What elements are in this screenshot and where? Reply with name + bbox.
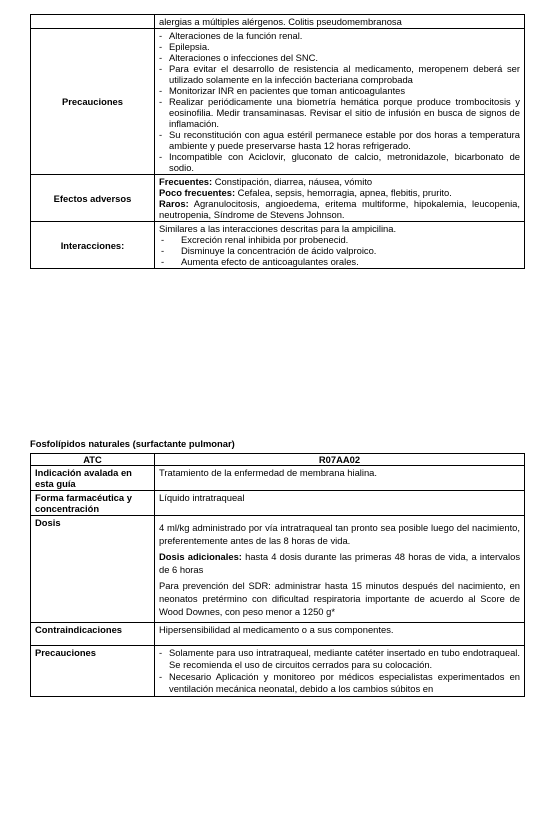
list-item: - Alteraciones de la función renal. [159,30,520,41]
table-row [31,516,525,623]
table-row [31,29,525,175]
table-row [31,15,525,29]
table-row [31,623,525,646]
dosis-content [155,516,525,623]
allergy-continuation-text: alergias a múltiples alérgenos. Colitis pseudomembranosa [155,15,525,29]
precauciones2-label: Precauciones [31,646,155,697]
list-item: - Monitorizar INR en pacientes que toman anticoagulantes [159,85,520,96]
list-item: - Necesario Aplicación y monitoreo por médicos especialistas experimentados en ventilación mecánica neonatal, debido a los cambios súbitos en [159,671,520,695]
table-row [31,175,525,222]
list-item: - Excreción renal inhibida por probenecid. [159,234,520,245]
list-item: - Realizar periódicamente una biometría hemática porque produce trombocitosis y eosinofilia. Medir transaminasas. Revisar el sitio de infusión en busca de signos de inflamación. [159,96,520,129]
header-atc: ATC [31,454,155,466]
precauciones2-list [159,647,520,695]
list-item: - Su reconstitución con agua estéril permanece estable por dos horas a temperatura ambiente y puede preservarse hasta 12 horas refrigerado. [159,129,520,151]
indicacion-label: Indicación avalada en esta guía [31,466,155,491]
drug-table-meropenem [30,14,525,269]
table-row [31,222,525,269]
list-item: - Epilepsia. [159,41,520,52]
section-title: Fosfolípidos naturales (surfactante pulmonar) [30,438,235,449]
dosis-paragraph: 4 ml/kg administrado por vía intratraqueal tan pronto sea posible luego del nacimiento, preferentemente antes de las 8 horas de vida. [159,522,520,546]
table-row [31,646,525,697]
interacciones-intro: Similares a las interacciones descritas para la ampicilina. [159,223,397,234]
list-item: - Alteraciones o infecciones del SNC. [159,52,520,63]
interacciones-content [155,222,525,269]
dosis-adicionales: Dosis adicionales: hasta 4 dosis durante las primeras 48 horas de vida, a intervalos de 6 horas [159,551,521,575]
precauciones-list [159,30,520,173]
list-item: - Incompatible con Aciclovir, gluconato de calcio, metronidazole, bicarbonato de sodio. [159,151,520,173]
precauciones2-content [155,646,525,697]
contraindicaciones-label: Contraindicaciones [31,623,155,646]
forma-text: Líquido intratraqueal [155,491,525,516]
interacciones-label: Interacciones: [31,222,155,269]
precauciones-label: Precauciones [31,29,155,175]
efectos-adversos-content: Frecuentes: Constipación, diarrea, náusea, vómito Poco frecuentes: Cefalea, sepsis, hemorragia, apnea, flebitis, prurito. Raros: Agranulocitosis, angioedema, eritema multiforme, hipokalemia, leucopenia, neutropenia, Síndrome de Stevens Johnson. [155,175,525,222]
forma-label: Forma farmacéutica y concentración [31,491,155,516]
contraindicaciones-text: Hipersensibilidad al medicamento o a sus componentes. [155,623,525,646]
header-code: R07AA02 [155,454,525,466]
list-item: - Solamente para uso intratraqueal, mediante catéter insertado en tubo endotraqueal. Se recomienda el uso de circuitos cerrados para su colocación. [159,647,520,671]
table-header-row [31,454,525,466]
indicacion-text: Tratamiento de la enfermedad de membrana hialina. [155,466,525,491]
table-row [31,491,525,516]
list-item: - Disminuye la concentración de ácido valproico. [159,245,520,256]
dosis-prevencion: Para prevención del SDR: administrar hasta 15 minutos después del nacimiento, en neonatos pretérmino con dificultad respiratoria importante de acuerdo al Score de Wood Downes, con peso menor a 1250 g* [159,580,520,617]
interacciones-list [159,234,520,267]
list-item: - Aumenta efecto de anticoagulantes orales. [159,256,520,267]
efectos-adversos-label: Efectos adversos [31,175,155,222]
drug-table-surfactant [30,453,525,697]
dosis-label: Dosis [31,516,155,623]
list-item: - Para evitar el desarrollo de resistencia al medicamento, meropenem deberá ser utilizado solamente en la infección bacteriana comprobada [159,63,520,85]
table-row [31,466,525,491]
precauciones-content [155,29,525,175]
